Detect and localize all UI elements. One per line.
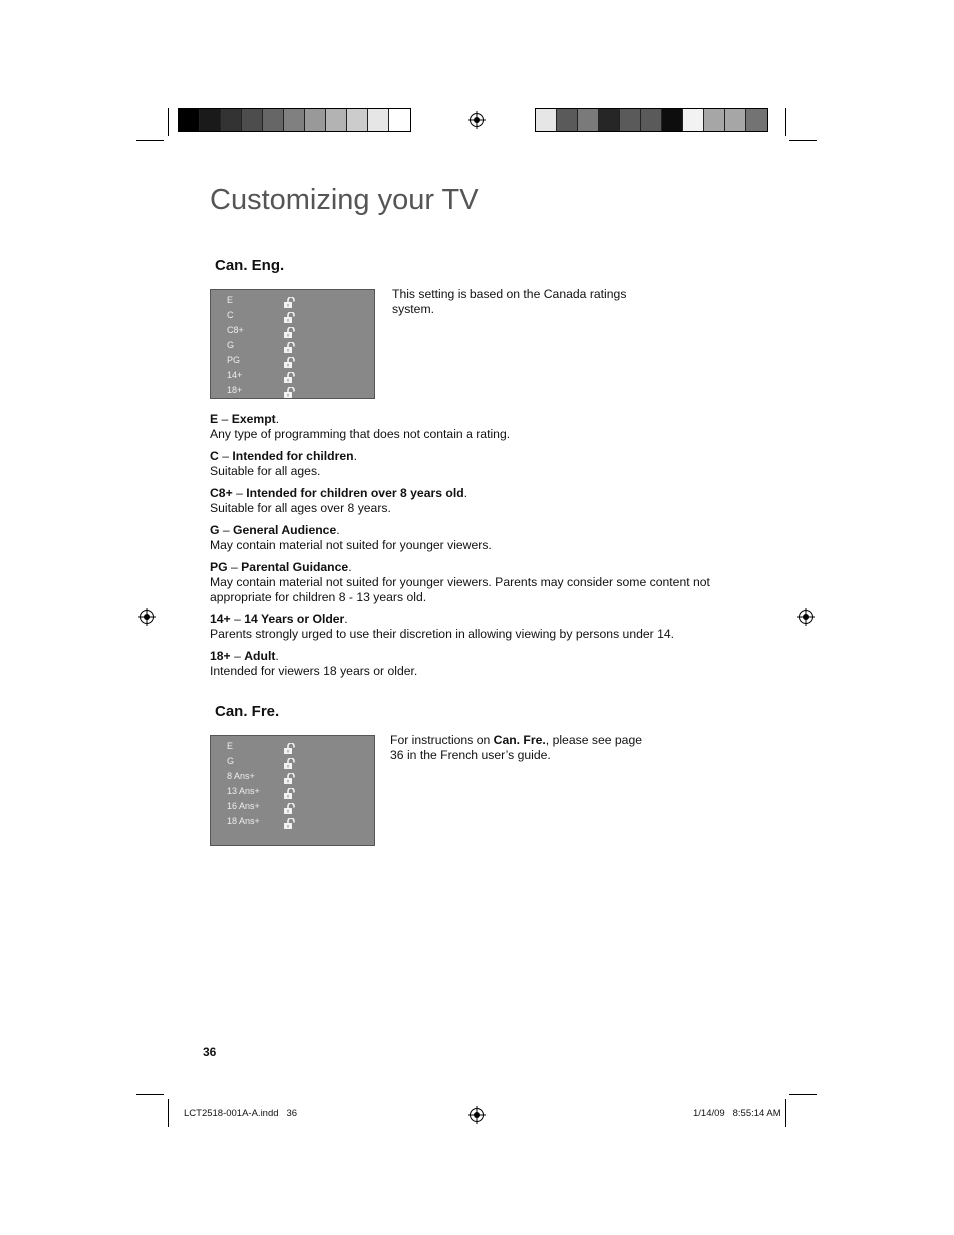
crop-mark [168,1099,169,1127]
rating-name: Parental Guidance [241,560,349,574]
can-eng-menu-screen [210,289,375,399]
rating-menu-item[interactable]: G [227,340,235,350]
unlocked-padlock-icon[interactable] [283,340,297,351]
unlocked-padlock-icon[interactable] [283,325,297,336]
crop-mark [789,140,817,141]
rating-menu-item[interactable]: G [227,756,235,766]
can-fre-menu-screen [210,735,375,846]
rating-menu-item[interactable]: 13 Ans+ [227,786,260,796]
color-swatch [536,109,557,131]
rating-code: 18+ [210,649,231,663]
rating-code: G [210,523,220,537]
rating-detail: Suitable for all ages over 8 years. [210,501,391,515]
grayscale-color-bar [178,108,411,132]
rating-name: General Audience [233,523,337,537]
rating-menu-item[interactable]: 14+ [227,370,243,380]
rating-detail: Parents strongly urged to use their discretion in allowing viewing by persons under 14. [210,627,675,641]
rating-menu-item[interactable]: 8 Ans+ [227,771,255,781]
unlocked-padlock-icon[interactable] [283,310,297,321]
desc-prefix: For instructions on [390,733,494,747]
unlocked-padlock-icon[interactable] [283,786,297,797]
rating-code: 14+ [210,612,231,626]
color-swatch [578,109,599,131]
color-swatch [368,109,389,131]
color-swatch [179,109,200,131]
crop-mark [785,1099,786,1127]
color-swatch [284,109,305,131]
section-heading-can-eng: Can. Eng. [215,257,285,274]
rating-menu-item[interactable]: 18+ [227,385,243,395]
color-swatch [200,109,221,131]
page-title: Customizing your TV [210,184,479,216]
desc-suffix: , please see page 36 in the French user’s guide. [390,733,643,762]
rating-code: PG [210,560,228,574]
footer-date: 1/14/09 8:55:14 AM [693,1108,781,1119]
rating-menu-item[interactable]: C [227,310,234,320]
can-fre-description [390,733,655,763]
rating-name: Adult [244,649,276,663]
color-swatch [704,109,725,131]
footer-file-name: LCT2518-001A-A.indd 36 [184,1108,298,1119]
color-swatch [683,109,704,131]
crosshair-circle-icon [468,1106,486,1124]
color-swatch [389,109,410,131]
rating-definition: C8+ – Intended for children over 8 years old. Suitable for all ages over 8 years. [210,486,468,515]
color-swatch [347,109,368,131]
rating-detail: Suitable for all ages. [210,464,321,478]
crop-mark [136,140,164,141]
color-swatch [326,109,347,131]
unlocked-padlock-icon[interactable] [283,385,297,396]
rating-menu-item[interactable]: 16 Ans+ [227,801,260,811]
rating-detail: Intended for viewers 18 years or older. [210,664,418,678]
color-swatch [305,109,326,131]
crosshair-circle-icon [468,111,486,129]
color-swatch [557,109,578,131]
crop-mark [168,108,169,136]
crosshair-circle-icon [797,608,815,626]
can-eng-description: This setting is based on the Canada ratings system. [392,287,627,316]
rating-menu-item[interactable]: C8+ [227,325,244,335]
crop-mark [789,1094,817,1095]
color-swatch [725,109,746,131]
color-swatch [599,109,620,131]
rating-definition: G – General Audience. May contain material not suited for younger viewers. [210,523,492,552]
unlocked-padlock-icon[interactable] [283,771,297,782]
rating-definition: E – Exempt. Any type of programming that does not contain a rating. [210,412,511,441]
rating-definition: 14+ – 14 Years or Older. Parents strongly urged to use their discretion in allowing viewing by persons under 14. [210,612,675,641]
color-swatch [242,109,263,131]
rating-detail: Any type of programming that does not contain a rating. [210,427,511,441]
color-swatch [746,109,767,131]
color-swatch [641,109,662,131]
rating-detail: May contain material not suited for younger viewers. Parents may consider some content not appropriate for children 8 - 13 years old. [210,575,710,604]
crop-mark [136,1094,164,1095]
unlocked-padlock-icon[interactable] [283,816,297,827]
rating-menu-item[interactable]: PG [227,355,241,365]
rating-definition: 18+ – Adult. Intended for viewers 18 years or older. [210,649,418,678]
rating-menu-item[interactable]: E [227,295,234,305]
grayscale-color-bar [535,108,768,132]
page-number: 36 [203,1045,217,1059]
unlocked-padlock-icon[interactable] [283,741,297,752]
rating-name: Intended for children [232,449,354,463]
section-heading-can-fre: Can. Fre. [215,703,280,720]
unlocked-padlock-icon[interactable] [283,295,297,306]
rating-menu-item[interactable]: E [227,741,234,751]
crop-mark [785,108,786,136]
rating-name: Exempt [231,412,276,426]
rating-definition: PG – Parental Guidance. May contain material not suited for younger viewers. Parents may consider some content not appropriate for children 8 - 13 years old. [210,560,710,604]
rating-code: C8+ [210,486,233,500]
color-swatch [620,109,641,131]
unlocked-padlock-icon[interactable] [283,756,297,767]
color-swatch [263,109,284,131]
rating-detail: May contain material not suited for younger viewers. [210,538,492,552]
desc-bold: Can. Fre. [493,733,546,747]
rating-code: E [210,412,219,426]
unlocked-padlock-icon[interactable] [283,370,297,381]
unlocked-padlock-icon[interactable] [283,355,297,366]
rating-menu-item[interactable]: 18 Ans+ [227,816,260,826]
rating-name: Intended for children over 8 years old [246,486,464,500]
color-swatch [221,109,242,131]
color-swatch [662,109,683,131]
unlocked-padlock-icon[interactable] [283,801,297,812]
crosshair-circle-icon [138,608,156,626]
rating-code: C [210,449,219,463]
rating-name: 14 Years or Older [244,612,345,626]
rating-definition: C – Intended for children. Suitable for all ages. [210,449,357,478]
